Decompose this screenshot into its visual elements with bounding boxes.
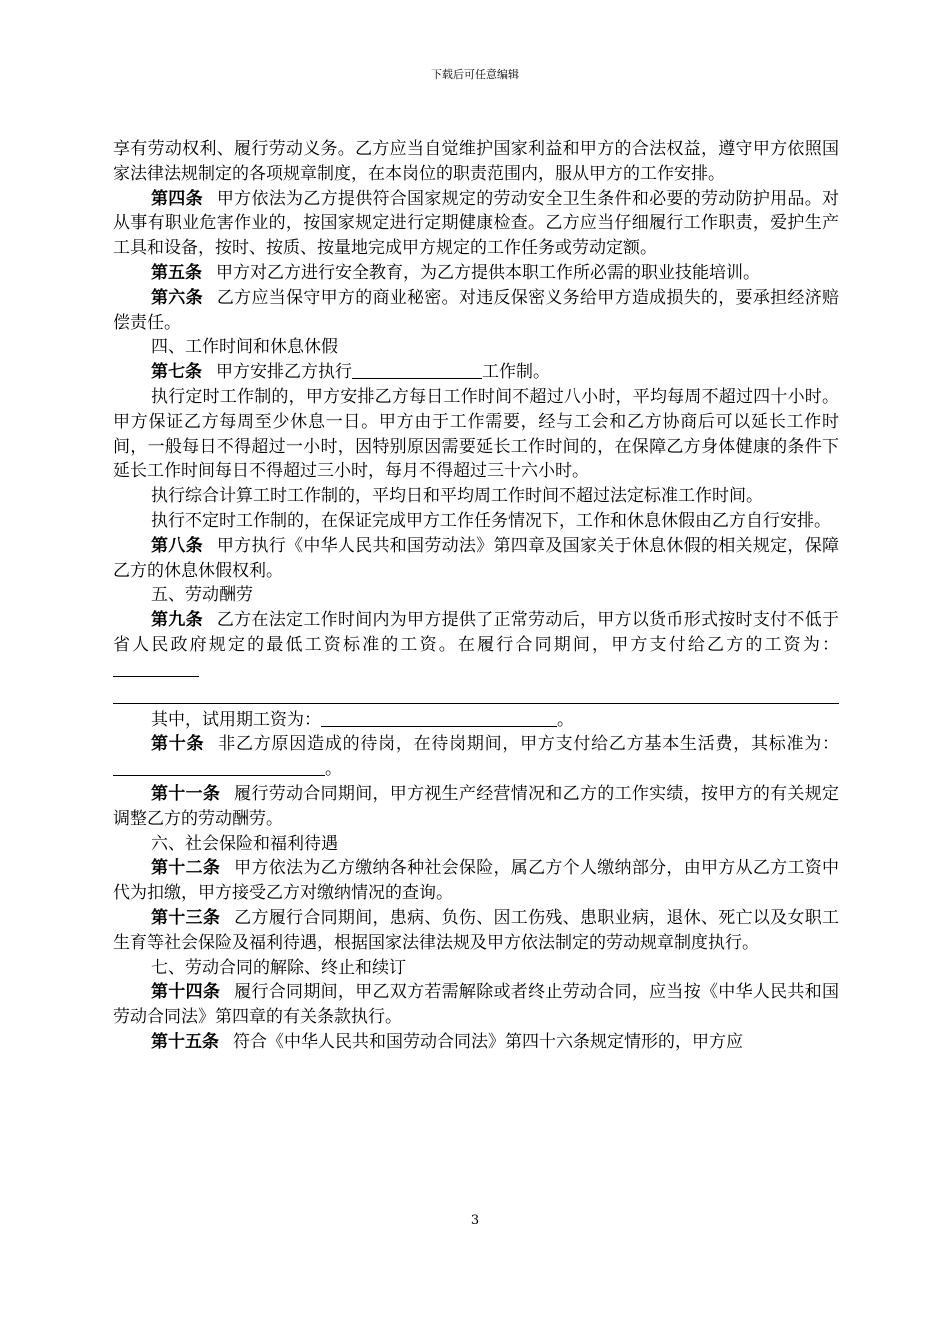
fill-in-blank[interactable] <box>113 659 199 677</box>
trial-wage-text: 其中，试用期工资为： <box>151 709 321 730</box>
article-text: 非乙方原因造成的待岗，在待岗期间，甲方支付给乙方基本生活费，其标准为： <box>218 734 840 755</box>
article-6 <box>113 286 839 336</box>
article-text: 符合《中华人民共和国劳动合同法》第四十六条规定情形的，甲方应 <box>233 1031 743 1052</box>
article-label: 第十三条 <box>151 907 221 928</box>
fill-in-blank[interactable] <box>113 758 325 776</box>
section-heading: 四、工作时间和休息休假 <box>151 337 338 358</box>
article-label: 第六条 <box>151 287 203 308</box>
article-label: 第十四条 <box>151 982 221 1003</box>
article-text: 工作制。 <box>482 362 550 383</box>
article-label: 第十二条 <box>151 858 221 879</box>
article-text: 乙方应当保守甲方的商业秘密。对违反保密义务给甲方造成损失的，要承担经济赔偿责任。 <box>113 287 840 333</box>
article-text: 履行劳动合同期间，甲方视生产经营情况和乙方的工作实绩，按甲方的有关规定调整乙方的劳动酬劳。 <box>113 783 840 829</box>
article-9 <box>113 608 839 682</box>
article-label: 第四条 <box>151 188 203 209</box>
article-8 <box>113 534 839 584</box>
fill-in-line[interactable] <box>113 683 839 704</box>
article-12 <box>113 856 839 906</box>
paragraph: 享有劳动权利、履行劳动义务。乙方应当自觉维护国家利益和甲方的合法权益，遵守甲方依照国家法律法规制定的各项规章制度，在本岗位的职责范围内，服从甲方的工作安排。 <box>113 139 839 184</box>
article-text: 乙方履行合同期间，患病、负伤、因工伤残、患职业病，退休、死亡以及女职工生育等社会保险及福利待遇，根据国家法律法规及甲方依法制定的劳动规章制度执行。 <box>113 907 840 953</box>
article-11 <box>113 782 839 832</box>
article-13 <box>113 906 839 956</box>
article-text: 甲方对乙方进行安全教育，为乙方提供本职工作所必需的职业技能培训。 <box>216 262 760 283</box>
article-text: 甲方依法为乙方提供符合国家规定的劳动安全卫生条件和必要的劳动防护用品。对从事有职业危害作业的，按国家规定进行定期健康检查。乙方应当仔细履行工作职责，爱护生产工具和设备，按时、按质、按量地完成甲方规定的工作任务或劳动定额。 <box>113 188 840 259</box>
document-body <box>113 137 839 1055</box>
article-5 <box>113 261 839 286</box>
article-label: 第五条 <box>151 262 202 283</box>
page-number: 3 <box>470 1213 480 1228</box>
paragraph: 执行综合计算工时工作制的，平均日和平均周工作时间不超过法定标准工作时间。 <box>151 486 763 507</box>
paragraph: 执行不定时工作制的，在保证完成甲方工作任务情况下，工作和休息休假由乙方自行安排。 <box>151 510 831 531</box>
article-label: 第九条 <box>151 610 203 631</box>
fill-in-blank[interactable] <box>352 361 482 379</box>
article-text: 履行合同期间，甲乙双方若需解除或者终止劳动合同，应当按《中华人民共和国劳动合同法》第四章的有关条款执行。 <box>113 982 840 1028</box>
article-7 <box>113 360 839 385</box>
article-text: 甲方执行《中华人民共和国劳动法》第四章及国家关于休息休假的相关规定，保障乙方的休息休假权利。 <box>113 535 840 581</box>
page-header: 下载后可任意编辑 <box>431 68 519 81</box>
fill-in-blank[interactable] <box>321 709 557 727</box>
trial-wage <box>113 708 839 733</box>
article-10 <box>113 732 839 782</box>
article-4 <box>113 187 839 261</box>
article-text: 乙方在法定工作时间内为甲方提供了正常劳动后，甲方以货币形式按时支付不低于省人民政府规定的最低工资标准的工资。在履行合同期间，甲方支付给乙方的工资为： <box>113 610 840 655</box>
article-label: 第八条 <box>151 535 203 556</box>
trial-wage-text: 。 <box>557 709 574 730</box>
article-text: 甲方安排乙方执行 <box>216 362 352 383</box>
section-heading: 六、社会保险和福利待遇 <box>151 833 338 854</box>
article-label: 第十一条 <box>151 783 221 804</box>
article-text: 。 <box>325 759 342 780</box>
article-label: 第十五条 <box>151 1031 219 1052</box>
article-14 <box>113 980 839 1030</box>
article-text: 甲方依法为乙方缴纳各种社会保险，属乙方个人缴纳部分，由甲方从乙方工资中代为扣缴，甲方接受乙方对缴纳情况的查询。 <box>113 858 840 904</box>
section-heading: 七、劳动合同的解除、终止和续订 <box>151 957 406 978</box>
section-heading: 五、劳动酬劳 <box>151 585 253 606</box>
article-15 <box>113 1030 839 1055</box>
paragraph: 执行定时工作制的，甲方安排乙方每日工作时间不超过八小时，平均每周不超过四十小时。甲方保证乙方每周至少休息一日。甲方由于工作需要，经与工会和乙方协商后可以延长工作时间，一般每日不得超过一小时，因特别原因需要延长工作时间的，在保障乙方身体健康的条件下延长工作时间每日不得超过三小时，每月不得超过三十六小时。 <box>113 386 839 482</box>
article-label: 第十条 <box>151 734 205 755</box>
article-label: 第七条 <box>151 362 202 383</box>
